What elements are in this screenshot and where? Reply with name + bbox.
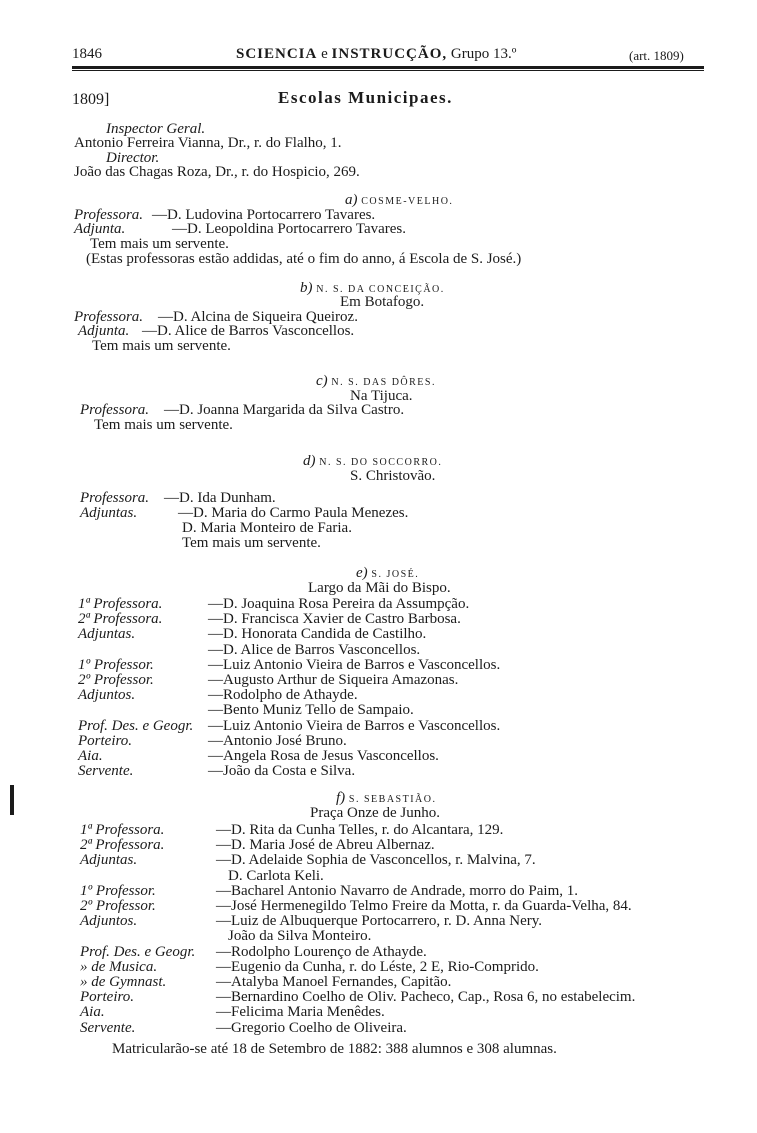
person-name: —Rodolpho de Athayde. bbox=[208, 687, 358, 704]
section-place: Na Tijuca. bbox=[350, 388, 413, 404]
year-ref: 1809] bbox=[72, 91, 110, 108]
section-place: Praça Onze de Junho. bbox=[310, 805, 440, 821]
person-name: —D. Alice de Barros Vasconcellos. bbox=[142, 323, 355, 339]
role-label: Adjunta. bbox=[78, 323, 130, 339]
servant-note: Tem mais um servente. bbox=[92, 338, 231, 354]
list-item bbox=[80, 928, 371, 944]
person-name: —Bacharel Antonio Navarro de Andrade, morro do Paim, 1. bbox=[216, 882, 578, 899]
role-label: Adjuntos. bbox=[80, 913, 138, 930]
list-item bbox=[78, 626, 426, 642]
person-name: —D. Francisca Xavier de Castro Barbosa. bbox=[208, 611, 461, 628]
person-name: —Atalyba Manoel Fernandes, Capitão. bbox=[216, 974, 452, 990]
person-name: —D. Rita da Cunha Telles, r. do Alcantara, 129. bbox=[216, 822, 504, 838]
role-label: 1º Professor. bbox=[80, 882, 156, 899]
section-place: S. Christovão. bbox=[350, 468, 436, 484]
section-letter: a) bbox=[345, 192, 358, 208]
role-label: 2ª Professora. bbox=[80, 837, 165, 854]
person-name: —D. Leopoldina Portocarrero Tavares. bbox=[172, 221, 407, 237]
section-letter: d) bbox=[303, 453, 316, 469]
role-label: Servente. bbox=[80, 1019, 136, 1036]
role-label: Porteiro. bbox=[80, 989, 135, 1006]
person-name: —Bento Muniz Tello de Sampaio. bbox=[208, 702, 414, 719]
person-name: —D. Adelaide Sophia de Vasconcellos, r. Malvina, 7. bbox=[216, 852, 536, 869]
person-name: —Luiz Antonio Vieira de Barros e Vasconcellos. bbox=[208, 717, 501, 734]
person-name: —D. Joaquina Rosa Pereira da Assumpção. bbox=[208, 596, 470, 612]
addition-note: (Estas professoras estão addidas, até o fim do anno, á Escola de S. José.) bbox=[86, 251, 522, 267]
section-place: Em Botafogo. bbox=[340, 294, 425, 310]
role-label: Professora. bbox=[80, 402, 150, 418]
publication-name: SCIENCIA bbox=[236, 46, 318, 62]
section-name: S. JOSÉ. bbox=[371, 569, 420, 580]
section-ref: (art. 1809) bbox=[629, 48, 684, 63]
section-letter: b) bbox=[300, 280, 313, 296]
role-label: Professora. bbox=[74, 207, 144, 223]
section-name: S. SEBASTIÃO. bbox=[348, 794, 437, 805]
header-rule bbox=[72, 66, 704, 69]
group-ref: Grupo 13.º bbox=[450, 46, 517, 62]
role-label: Professora. bbox=[80, 490, 150, 506]
list-item bbox=[80, 883, 578, 899]
role-label: Servente. bbox=[78, 763, 134, 780]
role-label: Professora. bbox=[74, 309, 144, 325]
list-item bbox=[80, 505, 408, 521]
list-item bbox=[78, 687, 358, 703]
list-item bbox=[78, 733, 347, 749]
publication-conj: e bbox=[321, 46, 328, 62]
list-item bbox=[78, 748, 439, 764]
person-name: —Felicima Maria Menêdes. bbox=[216, 1004, 385, 1021]
page-number: 1846 bbox=[72, 46, 102, 62]
list-item bbox=[74, 221, 406, 237]
role-label: 2º Professor. bbox=[78, 672, 154, 688]
role-label: Adjunta. bbox=[74, 221, 126, 237]
enrollment-note: Matricularão-se até 18 de Setembro de 1882: 388 alumnos e 308 alumnas. bbox=[112, 1041, 557, 1057]
person-name: —D. Ludovina Portocarrero Tavares. bbox=[152, 207, 376, 223]
list-item bbox=[80, 959, 539, 975]
list-item bbox=[78, 323, 354, 339]
person-name: —Antonio José Bruno. bbox=[208, 732, 347, 749]
section-name: N. S. DA CONCEIÇÃO. bbox=[316, 284, 445, 295]
person-name: —D. Maria do Carmo Paula Menezes. bbox=[178, 505, 409, 521]
person-name: —D. Ida Dunham. bbox=[164, 490, 276, 506]
person-name: —D. Maria José de Abreu Albernaz. bbox=[216, 837, 435, 854]
person-name: —Luiz de Albuquerque Portocarrero, r. D. Anna Nery. bbox=[216, 913, 543, 930]
person-name: —D. Joanna Margarida da Silva Castro. bbox=[164, 402, 405, 418]
publication-name-2: INSTRUCÇÃO, bbox=[331, 46, 448, 62]
list-item bbox=[80, 1004, 385, 1020]
page-title: Escolas Municipaes. bbox=[278, 88, 453, 107]
role-label: » de Gymnast. bbox=[80, 974, 167, 990]
section-letter: c) bbox=[316, 373, 328, 389]
role-label: Prof. Des. e Geogr. bbox=[80, 943, 196, 960]
list-item: D. Maria Monteiro de Faria. bbox=[182, 520, 352, 536]
role-label: 1º Professor. bbox=[78, 656, 154, 673]
person-name: —José Hermenegildo Telmo Freire da Motta, r. da Guarda-Velha, 84. bbox=[216, 898, 632, 914]
director-label: Director. bbox=[106, 150, 160, 166]
inspector-label: Inspector Geral. bbox=[106, 121, 206, 137]
list-item bbox=[78, 596, 469, 612]
person-name: —Augusto Arthur de Siqueira Amazonas. bbox=[208, 672, 459, 688]
role-label: » de Musica. bbox=[80, 958, 158, 975]
binding-mark bbox=[10, 785, 14, 815]
list-item bbox=[80, 852, 536, 868]
person-name: —Rodolpho Lourenço de Athayde. bbox=[216, 943, 427, 960]
role-label: Adjuntas. bbox=[80, 505, 138, 521]
list-item bbox=[78, 763, 355, 779]
servant-note: Tem mais um servente. bbox=[182, 535, 321, 551]
role-label: Aia. bbox=[78, 748, 103, 764]
list-item bbox=[80, 1020, 407, 1036]
person-name: —Angela Rosa de Jesus Vasconcellos. bbox=[208, 748, 439, 764]
person-name: João da Silva Monteiro. bbox=[228, 928, 372, 945]
list-item bbox=[80, 868, 324, 884]
list-item bbox=[80, 974, 451, 990]
list-item bbox=[78, 718, 500, 734]
list-item bbox=[80, 989, 635, 1005]
section-letter: f) bbox=[336, 790, 346, 806]
inspector-name: Antonio Ferreira Vianna, Dr., r. do Flalho, 1. bbox=[74, 135, 342, 151]
list-item bbox=[80, 490, 276, 506]
list-item bbox=[80, 822, 503, 838]
role-label: Aia. bbox=[80, 1004, 105, 1021]
list-item bbox=[78, 702, 414, 718]
section-name: COSME-VELHO. bbox=[361, 196, 454, 207]
person-name: —Bernardino Coelho de Oliv. Pacheco, Cap., Rosa 6, no estabelecim. bbox=[216, 989, 636, 1006]
person-name: D. Carlota Keli. bbox=[228, 867, 324, 884]
list-item bbox=[78, 611, 461, 627]
person-name: —D. Honorata Candida de Castilho. bbox=[208, 626, 427, 643]
section-name: N. S. DO SOCCORRO. bbox=[319, 457, 443, 468]
role-label: 2º Professor. bbox=[80, 898, 156, 914]
running-title bbox=[236, 46, 516, 62]
role-label: Porteiro. bbox=[78, 732, 133, 749]
role-label: Prof. Des. e Geogr. bbox=[78, 717, 194, 734]
list-item bbox=[78, 657, 500, 673]
list-item bbox=[80, 898, 632, 914]
role-label: Adjuntas. bbox=[78, 626, 136, 643]
person-name: —João da Costa e Silva. bbox=[208, 763, 356, 780]
person-name: —D. Alcina de Siqueira Queiroz. bbox=[158, 309, 358, 325]
servant-note: Tem mais um servente. bbox=[90, 236, 229, 252]
servant-note: Tem mais um servente. bbox=[94, 417, 233, 433]
role-label: 1ª Professora. bbox=[78, 596, 163, 612]
person-name: —D. Alice de Barros Vasconcellos. bbox=[208, 641, 421, 658]
list-item bbox=[80, 402, 404, 418]
role-label: Adjuntos. bbox=[78, 687, 136, 704]
role-label: 1ª Professora. bbox=[80, 822, 165, 838]
role-label: 2ª Professora. bbox=[78, 611, 163, 628]
list-item bbox=[80, 913, 542, 929]
role-label: Adjuntas. bbox=[80, 852, 138, 869]
section-place: Largo da Mãi do Bispo. bbox=[308, 580, 451, 596]
person-name: —Eugenio da Cunha, r. do Léste, 2 E, Rio-Comprido. bbox=[216, 958, 539, 975]
list-item bbox=[80, 944, 427, 960]
section-letter: e) bbox=[356, 565, 368, 581]
list-item bbox=[78, 672, 458, 688]
director-name: João das Chagas Roza, Dr., r. do Hospicio, 269. bbox=[74, 164, 360, 180]
header-rule-thin bbox=[72, 70, 704, 71]
section-name: N. S. DAS DÔRES. bbox=[331, 377, 436, 388]
person-name: —Gregorio Coelho de Oliveira. bbox=[216, 1019, 407, 1036]
list-item bbox=[78, 642, 420, 658]
list-item bbox=[80, 837, 435, 853]
person-name: —Luiz Antonio Vieira de Barros e Vasconcellos. bbox=[208, 656, 501, 673]
